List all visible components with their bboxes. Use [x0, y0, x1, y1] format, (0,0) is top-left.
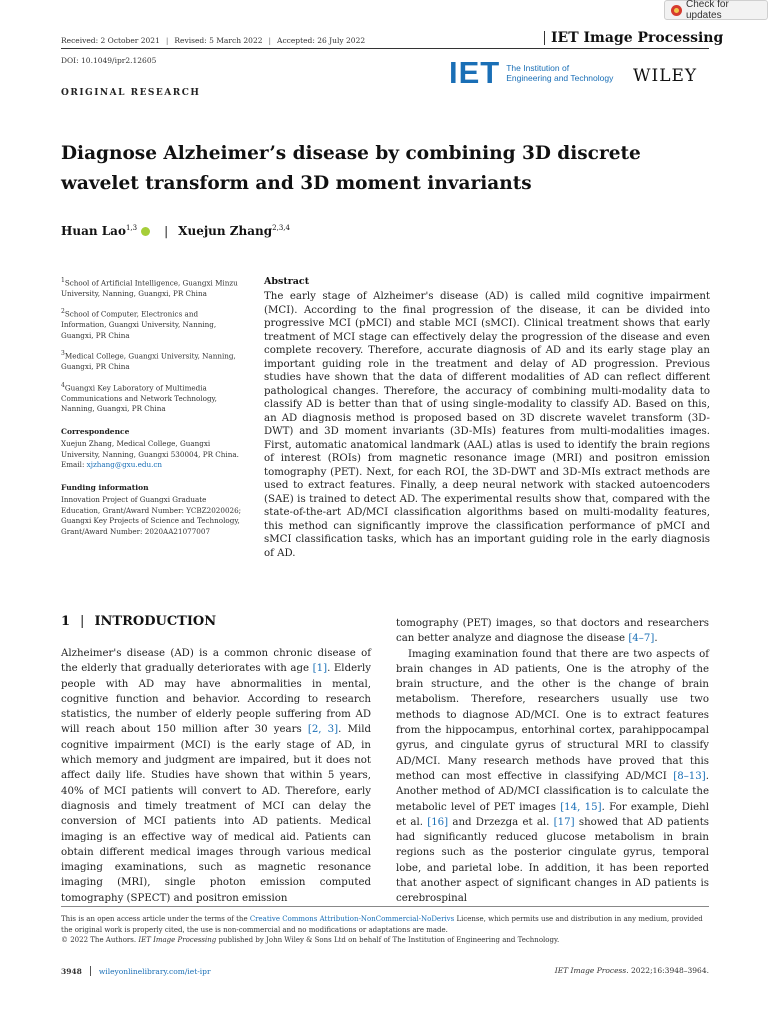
iet-logo: [449, 55, 614, 90]
author-name[interactable]: Xuejun Zhang: [178, 224, 273, 238]
footer-separator: [90, 966, 91, 976]
doi[interactable]: DOI: 10.1049/ipr2.12605: [61, 56, 157, 65]
check-for-updates-label: Check for updates: [685, 0, 729, 21]
citation-link[interactable]: [4–7]: [628, 633, 655, 645]
crossmark-icon: [671, 5, 682, 16]
section-heading: [61, 614, 216, 629]
journal-url-link[interactable]: wileyonlinelibrary.com/iet-ipr: [98, 966, 211, 976]
author-separator: |: [164, 224, 169, 238]
copyright-text: © 2022 The Authors. IET Image Processing published by John Wiley & Sons Ltd on behalf of The Institution of Engineering and Technology.: [61, 936, 560, 944]
section-separator: |: [80, 614, 85, 629]
affiliation: $^3$Medical College, Guangxi University, Nanning, Guangxi, PR China: [61, 350, 236, 372]
accepted-date: Accepted: 26 July 2022: [277, 36, 366, 45]
received-date: Received: 2 October 2021: [61, 36, 160, 45]
paragraph: tomography (PET) images, so that doctors and researchers can better analyze and diagnose the disease [4–7].: [396, 618, 709, 645]
author-name[interactable]: Huan Lao: [61, 224, 126, 238]
date-separator: |: [268, 36, 272, 45]
funding-text: Innovation Project of Guangxi Graduate Education, Grant/Award Number: YCBZ2020026; Guangxi Key Projects of Science and Technology, Grant/Award Number: 2020AA21077007: [61, 495, 242, 536]
iet-logo-mark: IET: [449, 55, 501, 90]
email-link[interactable]: xjzhang@gxu.edu.cn: [86, 460, 163, 470]
journal-title: IET Image Processing: [551, 30, 724, 46]
page-number: 3948: [61, 966, 82, 976]
iet-logo-text: [506, 63, 613, 83]
affiliation: $^4$Guangxi Key Laboratory of Multimedia Communications and Network Technology, Nanning, Guangxi, PR China: [61, 381, 217, 414]
license-link[interactable]: Creative Commons Attribution-NonCommercial-NoDerivs: [249, 915, 455, 923]
orcid-icon[interactable]: [141, 227, 150, 236]
citation-link[interactable]: [1]: [312, 663, 328, 675]
check-for-updates-button[interactable]: [664, 0, 768, 20]
author-affiliation[interactable]: 1,3: [125, 224, 138, 232]
article-type: ORIGINAL RESEARCH: [61, 88, 201, 98]
citation-link[interactable]: [14, 15]: [560, 801, 602, 813]
affiliation: $^2$School of Computer, Electronics and Information, Guangxi University, Nanning, Guangxi, PR China: [61, 308, 217, 340]
funding-heading: Funding information: [61, 482, 149, 492]
journal-name: [544, 30, 723, 46]
footnote-rule: [61, 906, 709, 907]
section-number: 1: [61, 614, 71, 629]
citation-link[interactable]: [8–13]: [673, 770, 706, 782]
citation-link[interactable]: [16]: [427, 816, 449, 828]
license-footnote: [61, 914, 709, 946]
correspondence-text: Xuejun Zhang, Medical College, Guangxi University, Nanning, Guangxi 530004, PR China. Email: xjzhang@gxu.edu.cn: [61, 439, 239, 470]
author-list: [61, 224, 290, 238]
header-rule: [61, 48, 709, 49]
article-info-column: [61, 276, 245, 545]
paragraph: Alzheimer's disease (AD) is a common chronic disease of the elderly that gradually deteriorates with age [1]. Elderly people with AD may have abnormalities in mental, cognitive function and behavior. According to research statistics, the number of elderly people suffering from AD will reach about 150 million after 30 years [2, 3]. Mild cognitive impairment (MCI) is the early stage of AD, in which memory and judgment are impaired, but it does not affect daily life. Studies have shown that within 5 years, 40% of MCI patients will convert to AD. Therefore, early diagnosis and timely treatment of MCI can delay the conversion of MCI patients into AD patients. Medical imaging is an effective way of medical aid. Patients can obtain different medical images through various medical imaging examinations, such as magnetic resonance imaging (MRI), single photon emission computed tomography (SPECT) and positron emission: [61, 648, 372, 904]
abstract-text: The early stage of Alzheimer's disease (AD) is called mild cognitive impairment (MCI). According to the final progression of the disease, it can be divided into progressive MCI (pMCI) and stable MCI (sMCI). Clinical treatment shows that early treatment of MCI stage can effectively delay the progression of the disease and even complete recovery. Therefore, accurate diagnosis of AD and its early stage play an important guiding role in the treatment and delay of AD progression. Previous studies have shown that the data of different modalities of AD can reflect different pathological changes. Therefore, the accuracy of combining multi-modality data to classify AD is better than that of using single-modality to classify AD. Based on this, an AD diagnosis method is proposed based on 3D discrete wavelet transform (3D-DWT) and 3D moment invariants (3D-MIs) features from multi-modalities images. First, automatic anatomical landmark (AAL) atlas is used to identify the brain regions of interest (ROIs) from magnetic resonance image (MRI) and positron emission tomography (PET). Next, for each ROI, the 3D-DWT and 3D-MIs extract methods are used to extract features. Finally, a deep neural network with stacked autoencoders (SAE) is trained to detect AD. The experimental results show that, compared with the state-of-the-art AD/MCI classification algorithms based on multi-modality features, this method can significantly improve the classification performance of pMCI and sMCI classification tasks, which has an important guiding role in the early diagnosis of AD.: [264, 291, 710, 559]
iet-logo-line-1: The Institution of: [506, 63, 570, 73]
date-separator: |: [165, 36, 169, 45]
body-column-left: [61, 646, 371, 906]
paragraph: Imaging examination found that there are two aspects of brain changes in AD patients, One is the atrophy of the brain structure, and the other is the change of brain metabolism. Therefore, researchers usually use two methods to diagnose AD/MCI. One is to extract features from the hippocampus, entorhinal cortex, parahippocampal gyrus, and cingulate gyrus of structural MRI to classify AD/MCI. Many research methods have proved that this method can most effective in classifying AD/MCI [8–13]. Another method of AD/MCI classification is to calculate the metabolic level of PET images [14, 15]. For example, Diehl et al. [16] and Drzezga et al. [17] showed that AD patients had significantly reduced glucose metabolism in brain regions such as the posterior cingulate gyrus, temporal lobe, and parietal lobe. In addition, it has been reported that another aspect of significant changes in AD patients is cerebrospinal: [396, 648, 710, 905]
revised-date: Revised: 5 March 2022: [174, 36, 263, 45]
iet-logo-line-2: Engineering and Technology: [506, 73, 614, 83]
section-title: INTRODUCTION: [94, 614, 217, 629]
page-footer: [61, 966, 709, 976]
body-column-right: [396, 616, 709, 907]
abstract-heading: Abstract: [264, 276, 310, 287]
journal-bar: [544, 31, 545, 45]
citation-link[interactable]: [2, 3]: [307, 724, 339, 736]
citation-info: IET Image Process. 2022;16:3948–3964.: [554, 966, 709, 975]
wiley-logo: WILEY: [633, 66, 698, 86]
affiliation: $^1$School of Artificial Intelligence, Guangxi Minzu University, Nanning, Guangxi, PR China: [61, 277, 238, 298]
article-title: Diagnose Alzheimer’s disease by combining 3D discrete wavelet transform and 3D moment invariants: [61, 143, 641, 194]
correspondence-heading: Correspondence: [61, 426, 130, 436]
license-text: This is an open access article under the terms of the Creative Commons Attribution-NonCommercial-NoDerivs License, which permits use and distribution in any medium, provided the original work is properly cited, the use is non-commercial and no modifications or adaptations are made.: [61, 915, 703, 934]
author-affiliation[interactable]: 2,3,4: [272, 224, 290, 232]
citation-link[interactable]: [17]: [553, 816, 575, 828]
article-dates: [61, 36, 365, 45]
